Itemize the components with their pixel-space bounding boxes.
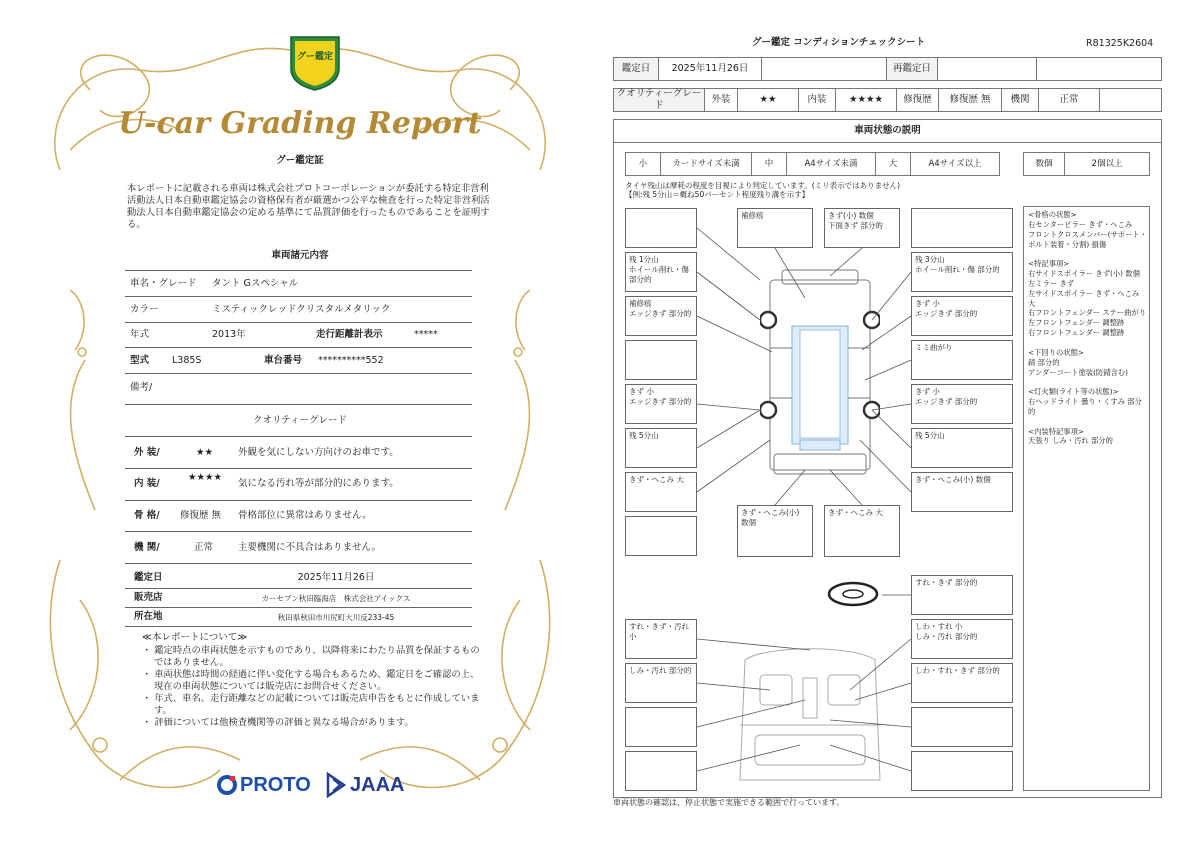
engine-label: 機関 xyxy=(1001,88,1039,112)
date-value: 2025年11月26日 xyxy=(297,572,375,583)
cond-box-18: きず・へこみ(小) 数個 xyxy=(737,505,813,557)
grade-exterior-desc: 外観を気にしない方向けのお車です。 xyxy=(238,447,399,458)
quality-title: クオリティーグレード xyxy=(252,415,348,427)
proto-mark-icon xyxy=(216,774,238,796)
header-reeval-label: 再鑑定日 xyxy=(886,57,938,81)
cond-box-7: 補修痕 エッジきず 部分的 xyxy=(625,296,697,336)
certificate-title: グー鑑定証 xyxy=(276,155,324,167)
chassis-label: 車台番号 xyxy=(264,355,303,366)
address-value: 秋田県秋田市川尻町大川反233-45 xyxy=(277,613,395,622)
grade-interior-label: 内 装/ xyxy=(134,478,160,489)
tire-note-1: タイヤ残山は摩耗の程度を目視により判定しています。(ミリ表示ではありません) xyxy=(625,181,901,190)
cond-box-22: しわ・すれ 小 しみ・汚れ 部分的 xyxy=(911,619,1013,659)
cond-box-10: ミミ曲がり xyxy=(911,340,1013,380)
intro-paragraph: 本レポートに記載される車両は株式会社プロトコーポレーションが委託する特定非営利活動法人日本自動車鑑定協会の資格保有者が厳選かつ公平な検査を行った特定非営利活動法人日本自動車鑑定協会の定める基準にて品質評価を行ったものであることを証明する。 xyxy=(127,183,490,231)
legend-large-desc: A4サイズ以上 xyxy=(910,152,1000,176)
cond-box-23: しみ・汚れ 部分的 xyxy=(625,663,697,703)
header-date-label: 鑑定日 xyxy=(613,57,659,81)
cond-box-20: すれ・きず 部分的 xyxy=(911,575,1013,615)
cond-box-21: すれ・きず・汚れ 小 xyxy=(625,619,697,659)
note-item: ・ 車両状態は時間の経過に伴い変化する場合もあるため、鑑定日をご確認の上、現在の車両状態については販売店にお問合せください。 xyxy=(142,669,480,693)
grade-interior-value: ★★★★ xyxy=(188,472,223,483)
odometer-label: 走行距離計表示 xyxy=(316,329,383,340)
qg-label: クオリティーグレード xyxy=(613,88,705,112)
color-label: カラー xyxy=(130,304,159,315)
count-label: 数個 xyxy=(1023,152,1065,176)
odometer-value: ***** xyxy=(414,329,438,340)
chassis-value: **********552 xyxy=(318,355,384,366)
count-value: 2個以上 xyxy=(1064,152,1150,176)
cond-box-19: きず・へこみ 大 xyxy=(824,505,900,557)
name-value: タント Gスペシャル xyxy=(212,278,299,289)
cond-box-13: 残 5分山 xyxy=(625,428,697,468)
tire-note-2: 【例:残 5分山＝概ね50パーセント程度残り溝を示す】 xyxy=(625,190,810,199)
cond-box-6: 残 3分山 ホイール削れ・傷 部分的 xyxy=(911,252,1013,292)
color-value: ミスティックレッドクリスタルメタリック xyxy=(212,304,391,315)
engine-value: 正常 xyxy=(1038,88,1100,112)
date-label: 鑑定日 xyxy=(134,572,163,583)
grade-engine-desc: 主要機関に不具合はありません。 xyxy=(238,542,382,553)
int-value: ★★★★ xyxy=(835,88,897,112)
year-value: 2013年 xyxy=(212,329,246,340)
cond-box-16: きず・へこみ(小) 数個 xyxy=(911,472,1013,512)
cond-box-2: 補修痕 xyxy=(737,208,813,248)
name-label: 車名・グレード xyxy=(130,278,197,289)
gu-kantei-badge xyxy=(287,33,343,91)
jaaa-mark-icon xyxy=(326,772,346,798)
cond-box-8: きず 小 エッジきず 部分的 xyxy=(911,296,1013,336)
legend-large: 大 xyxy=(875,152,911,176)
grade-frame-label: 骨 格/ xyxy=(134,510,160,521)
jaaa-logo-text: JAAA xyxy=(350,773,405,796)
legend-medium: 中 xyxy=(751,152,787,176)
sheet-id: R81325K2604 xyxy=(1086,38,1154,49)
jaaa-logo xyxy=(326,770,404,800)
model-label: 型式 xyxy=(130,355,150,366)
ext-label: 外装 xyxy=(704,88,738,112)
header-date-value: 2025年11月26日 xyxy=(658,57,762,81)
note-label: 備考/ xyxy=(130,382,153,393)
model-value: L385S xyxy=(172,355,202,366)
year-label: 年式 xyxy=(130,329,150,340)
legend-medium-desc: A4サイズ未満 xyxy=(786,152,876,176)
grade-engine-label: 機 関/ xyxy=(134,542,160,553)
cond-box-11: きず 小 エッジきず 部分的 xyxy=(625,384,697,424)
report-title: U-car Grading Report xyxy=(118,105,482,141)
proto-logo-text: PROTO xyxy=(240,773,311,796)
grade-interior-desc: 気になる汚れ等が部分的にあります。 xyxy=(238,478,399,489)
cond-box-14: 残 5分山 xyxy=(911,428,1013,468)
desc-title: 車両状態の説明 xyxy=(613,119,1162,143)
legend-small: 小 xyxy=(625,152,661,176)
note-item: ・ 評価については他検査機関等の評価と異なる場合があります。 xyxy=(142,717,414,729)
footer-note: 車両状態の確認は、停止状態で実施できる範囲で行っています。 xyxy=(613,798,845,807)
grade-engine-value: 正常 xyxy=(194,542,214,553)
shop-label: 販売店 xyxy=(134,592,163,603)
grade-exterior-value: ★★ xyxy=(196,447,214,458)
proto-logo xyxy=(216,770,311,800)
repair-value: 修復歴 無 xyxy=(938,88,1002,112)
notes-list xyxy=(142,645,487,730)
spec-title: 車両諸元内容 xyxy=(271,250,329,262)
grade-exterior-label: 外 装/ xyxy=(134,447,160,458)
right-checksheet xyxy=(600,0,1200,848)
shop-value: カーセブン秋田臨海店 株式会社アイックス xyxy=(261,594,411,603)
badge-shield-icon xyxy=(287,33,343,91)
note-item: ・ 年式、車名、走行距離などの記載については販売店申告をもとに作成しています。 xyxy=(142,693,480,717)
grade-frame-value: 修復歴 無 xyxy=(180,510,222,521)
repair-label: 修復歴 xyxy=(896,88,939,112)
notes-title: ≪本レポートについて≫ xyxy=(142,632,248,643)
address-label: 所在地 xyxy=(134,611,163,622)
sheet-title: グー鑑定 コンディションチェックシート xyxy=(752,37,926,48)
int-label: 内装 xyxy=(798,88,836,112)
note-item: ・ 鑑定時点の車両状態を示すものであり、以降将来にわたり品質を保証するものではありません。 xyxy=(142,645,480,669)
side-notes-text: <骨格の状態> 右センターピラー きず・へこみ フロントクロスメンバー(サポート・ボルト装着・分割) 損傷 <特記事項> 右サイドスポイラー きず(小) 数個 左ミラー きず 左サイドスポイラー きず・へこみ 大 右フロントフェンダー ステー曲がり 左フロントフェンダー 調整跡 右フロントフェンダー 調整跡 <下回りの状態> 錆 部分的 アンダーコート塗装(防錆含む) <灯火類(ライト等の状態)> 右ヘッドライト 曇り・くすみ 部分的 <内装特記事項> 天張り しみ・汚れ 部分的 xyxy=(1028,210,1147,446)
cond-box-5: 残 1分山 ホイール削れ・傷 部分的 xyxy=(625,252,697,292)
badge-text: グー鑑定 xyxy=(296,52,333,62)
cond-box-12: きず 小 エッジきず 部分的 xyxy=(911,384,1013,424)
cond-box-15: きず・へこみ 大 xyxy=(625,472,697,512)
legend-small-desc: カードサイズ未満 xyxy=(660,152,752,176)
grade-frame-desc: 骨格部位に異常はありません。 xyxy=(238,510,372,521)
cond-box-24: しわ・すれ・きず 部分的 xyxy=(911,663,1013,703)
ext-value: ★★ xyxy=(737,88,799,112)
cond-box-3: きず(小) 数個 下面きず 部分的 xyxy=(824,208,900,248)
